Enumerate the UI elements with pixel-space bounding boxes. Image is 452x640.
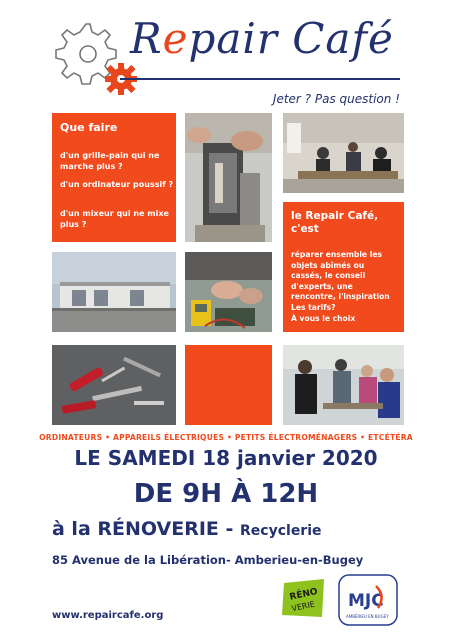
renoverie-logo-top: RÉNO: [288, 586, 319, 603]
mjc-logo: [338, 574, 398, 626]
tagline: Jeter ? Pas question !: [272, 92, 400, 106]
repair-cafe-description: réparer ensemble les objets abîmés ou cassés, le conseil d'experts, une rencontre, l'inspiration: [291, 250, 390, 301]
que-faire-item: d'un ordinateur poussif ?: [60, 180, 174, 189]
venue-name: à la RÉNOVERIE -: [52, 518, 241, 540]
venue-type: Recyclerie: [240, 523, 322, 539]
page-title: Repair Café: [130, 14, 394, 63]
mjc-logo-subtitle: AMBÉRIEU EN BUGEY: [346, 614, 389, 619]
event-venue: [52, 518, 322, 540]
repair-cafe-title: le Repair Café, c'est: [291, 210, 379, 235]
photo-toaster-repair: [185, 113, 272, 242]
photo-workshop-room: [283, 113, 404, 193]
renoverie-logo-bottom: VERIE: [290, 599, 316, 614]
photo-tools: [52, 345, 176, 425]
que-faire-title: Que faire: [60, 121, 118, 134]
que-faire-item: d'un mixeur qui ne mixe plus ?: [60, 209, 169, 229]
photo-electronics-repair: [185, 252, 272, 332]
orange-block: [185, 345, 272, 425]
website-link[interactable]: www.repaircafe.org: [52, 610, 164, 621]
photo-building: [52, 252, 176, 332]
event-address: 85 Avenue de la Libération- Amberieu-en-Bugey: [52, 553, 364, 567]
categories-line: ORDINATEURS • APPAREILS ÉLECTRIQUES • PETITS ÉLECTROMÉNAGERS • ETCÉTÉRA: [39, 433, 413, 442]
mjc-logo-text: MJC: [348, 591, 384, 611]
tarifs-question: Les tarifs?: [291, 303, 336, 312]
event-date: LE SAMEDI 18 janvier 2020: [74, 446, 378, 470]
que-faire-box: [52, 113, 176, 242]
tarifs-answer: À vous le choix: [291, 313, 356, 323]
title-underline: [120, 78, 400, 80]
repair-cafe-info-box: [283, 202, 404, 332]
repair-cafe-tarifs: [291, 303, 393, 324]
event-hours: DE 9H À 12H: [133, 479, 319, 509]
renoverie-logo: [280, 577, 326, 619]
que-faire-item: d'un grille-pain qui ne marche plus ?: [60, 151, 160, 171]
photo-people-repairing: [283, 345, 404, 425]
